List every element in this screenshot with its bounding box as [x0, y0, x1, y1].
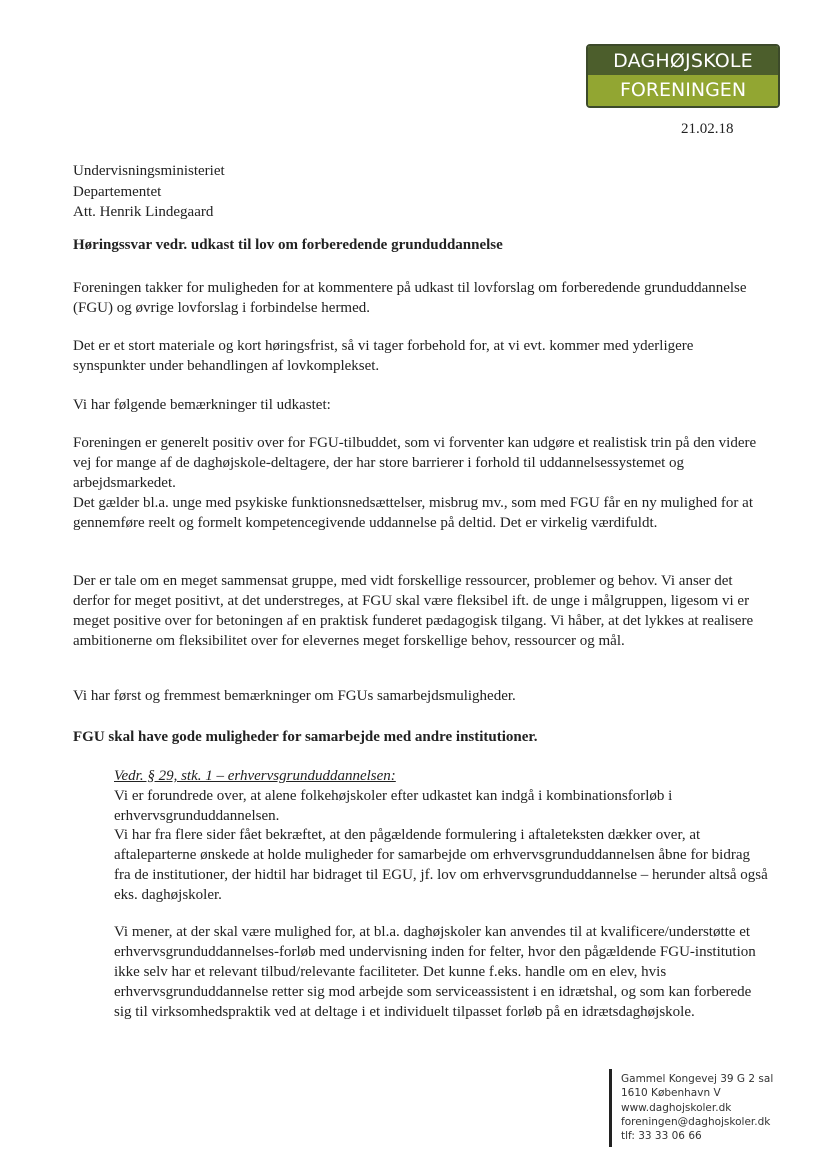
recipient-line-1: Undervisningsministeriet [73, 163, 225, 179]
paragraph-target-group: Det gælder bl.a. unge med psykiske funktionsnedsættelser, misbrug mv., som med FGU får en ny mulighed for at gennemføre reelt og formelt kompetencegivende uddannelse på deltid. Det er virkelig værdifuldt. [73, 495, 753, 531]
logo-line-1: DAGHØJSKOLE [588, 46, 778, 75]
paragraph-flexibility: Der er tale om en meget sammensat gruppe, med vidt forskellige ressourcer, problemer og behov. Vi anser det derfor for meget positivt, at det understreges, at FGU skal være fleksibel ift. de unge i målgruppen, ligesom vi er meget positive over for betoningen af en praktisk funderet pædagogisk tilgang. Vi håber, at det lykkes at realisere ambitionerne om fleksibilitet over for elevernes meget forskellige behov, ressourcer og mål. [73, 573, 754, 649]
section-heading: FGU skal have gode muligheder for samarbejde med andre institutioner. [73, 729, 538, 745]
logo [586, 44, 780, 108]
footer-contact [621, 1072, 773, 1143]
paragraph-folkehojskoler: Vi er forundrede over, at alene folkehøjskoler efter udkastet kan indgå i kombinationsforløb i erhvervsgrunduddannelsen. [114, 788, 673, 824]
logo-line-2: FORENINGEN [588, 75, 778, 106]
paragraph-positive: Foreningen er generelt positiv over for FGU-tilbuddet, som vi forventer kan udgøre et realistisk trin på den videre vej for mange af de daghøjskole-deltagere, der har store barrierer i forhold til uddannelsessystemet og arbejdsmarkedet. [73, 435, 757, 491]
recipient-line-3: Att. Henrik Lindegaard [73, 204, 214, 220]
recipient-line-2: Departementet [73, 183, 162, 200]
recipient-address [73, 161, 225, 223]
footer-divider [609, 1069, 612, 1147]
paragraph-daghojskoler: Vi mener, at der skal være mulighed for, at bl.a. daghøjskoler kan anvendes til at kvalificere/understøtte et erhvervsgrunduddannelses-forløb med undervisning inden for felter, hvor den pågældende FGU-institution ikke selv har et relevant tilbud/relevante faciliteter. Det kunne f.eks. handle om en elev, hvis erhvervsgrunduddannelse retter sig mod arbejde som serviceassistent i en idrætshal, og som kan forberede sig til virksomhedspraktik ved at deltage i et individuelt tilpasset forløb på en idrætsdaghøjskole. [114, 924, 756, 1020]
paragraph-reservation: Det er et stort materiale og kort høringsfrist, så vi tager forbehold for, at vi evt. kommer med yderligere synspunkter under behandlingen af lovkomplekset. [73, 338, 694, 374]
section-reference: Vedr. § 29, stk. 1 – erhvervsgrunduddannelsen: [114, 768, 396, 784]
footer-address-1: Gammel Kongevej 39 G 2 sal [621, 1073, 774, 1085]
paragraph-intro: Foreningen takker for muligheden for at kommentere på udkast til lovforslag om forberedende grunduddannelse (FGU) og øvrige lovforslag i forbindelse hermed. [73, 280, 747, 316]
footer-website-link[interactable]: www.daghojskoler.dk [621, 1101, 732, 1114]
letter-date: 21.02.18 [681, 121, 734, 137]
footer-email-link[interactable]: foreningen@daghojskoler.dk [621, 1115, 771, 1128]
footer-phone: tlf: 33 33 06 66 [621, 1130, 702, 1143]
footer-address-2: 1610 København V [621, 1087, 721, 1100]
paragraph-cooperation-intro: Vi har først og fremmest bemærkninger om FGUs samarbejdsmuligheder. [73, 688, 516, 704]
paragraph-remarks-intro: Vi har følgende bemærkninger til udkastet: [73, 397, 331, 413]
letter-title: Høringssvar vedr. udkast til lov om forberedende grunduddannelse [73, 237, 503, 253]
paragraph-agreement: Vi har fra flere sider fået bekræftet, at den pågældende formulering i aftaleteksten dækker over, at aftaleparterne ønskede at holde muligheder for samarbejde om erhvervsgrunduddannelsen åbne for bidrag fra de institutioner, der hidtil har bidraget til EGU, jf. lov om erhvervsgrunduddannelse – herunder altså også eks. daghøjskoler. [114, 827, 768, 903]
